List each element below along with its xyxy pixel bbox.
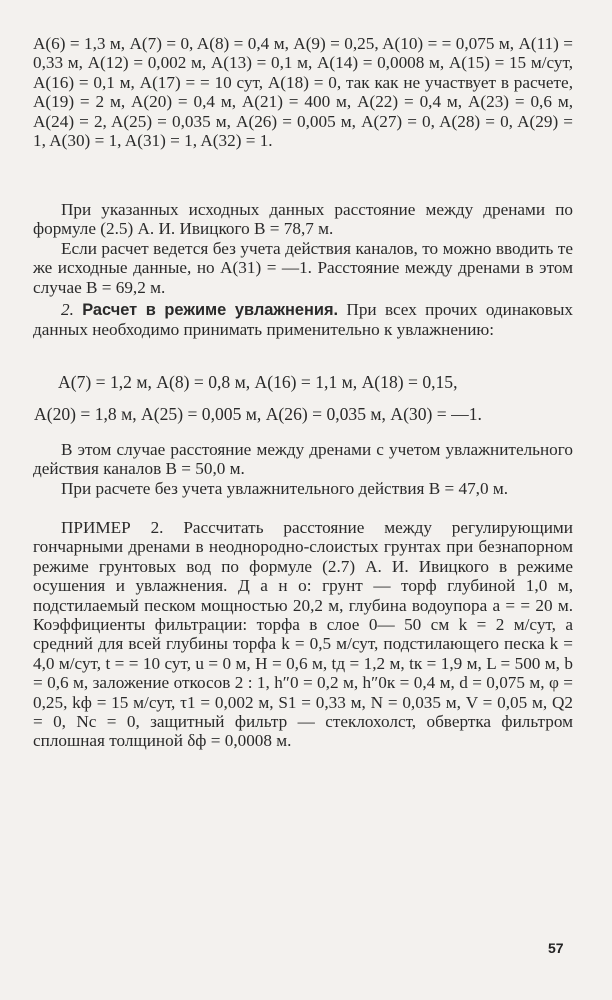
drain-distance-paragraph xyxy=(33,200,573,239)
parameter-list-text: A(6) = 1,3 м, A(7) = 0, A(8) = 0,4 м, A(9) = 0,25, A(10) = = 0,075 м, A(11) = 0,33 м, A(12) = 0,002 м, A(13) = 0,1 м, A(14) = 0,0008 м, A(15) = 15 м/сут, A(16) = 0,1 м, A(17) = = 10 сут, A(18) = 0, так как не участвует в расчете, A(19) = 2 м, A(20) = 0,4 м, A(21) = 400 м, A(22) = 0,4 м, A(23) = 0,6 м, A(24) = 2, A(25) = 0,035 м, A(26) = 0,005 м, A(27) = 0, A(28) = 0, A(29) = 1, A(30) = 1, A(31) = 1, A(32) = 1. xyxy=(33,34,573,151)
drain-distance-text: При указанных исходных данных расстояние между дренами по формуле (2.5) А. И. Ивицкого В = 78,7 м. xyxy=(33,200,573,239)
section-2-text: При всех прочих одинаковых данных необходимо принимать применительно к увлажнению: xyxy=(33,300,574,340)
page-number: 57 xyxy=(548,940,564,956)
formula-line-2: A(20) = 1,8 м, A(25) = 0,005 м, A(26) = 0,035 м, A(30) = —1. xyxy=(34,404,482,424)
humid-result-text: В этом случае расстояние между дренами с учетом увлажнительного действия каналов B = 50,0 м. xyxy=(33,440,573,479)
section-2-paragraph xyxy=(33,300,573,340)
parameter-list-block xyxy=(33,34,573,150)
no-channels-text: Если расчет ведется без учета действия каналов, то можно вводить те же исходные данные, но A(31) = —1. Расстояние между дренами в этом случае В = 69,2 м. xyxy=(33,239,573,297)
example-2-text: ПРИМЕР 2. Рассчитать расстояние между регулирующими гончарными дренами в неоднородно-слоистых грунтах при безнапорном режиме грунтовых вод по формуле (2.7) А. И. Ивицкого в режиме осушения и увлажнения. Д а н о: грунт — торф глубиной 1,0 м, подстилаемый песком мощностью 20,2 м, глубина водоупора a = = 20 м. Коэффициенты фильтрации: торфа в слое 0— 50 см k = 2 м/сут, а средний для всей глубины торфа k = 0,5 м/сут, подстилающего песка k = 4,0 м/сут, t = = 10 сут, u = 0 м, H = 0,6 м, tд = 1,2 м, tк = 1,9 м, L = 500 м, b = 0,6 м, заложение откосов 2 : 1, h″0 = 0,2 м, h″0к = 0,4 м, d = 0,075 м, φ = 0,25, kф = 15 м/сут, τ1 = 0,002 м, S1 = 0,33 м, N = 0,035 м, V = 0,05 м, Q2 = 0, Nc = 0, защитный фильтр — стеклохолст, обвертка фильтром сплошная толщиной δф = 0,0008 м. xyxy=(33,518,573,751)
humid-no-channels-text: При расчете без учета увлажнительного действия B = 47,0 м. xyxy=(61,479,509,498)
example-2-paragraph xyxy=(33,518,573,751)
section-2-title: Расчет в режиме увлажнения. xyxy=(82,301,339,319)
section-2-body xyxy=(33,300,573,340)
humid-no-channels-paragraph xyxy=(33,479,573,498)
humid-result-paragraph xyxy=(33,440,573,479)
formula-line-1: A(7) = 1,2 м, A(8) = 0,8 м, A(16) = 1,1 м, A(18) = 0,15, xyxy=(58,372,458,392)
section-2-number: 2. xyxy=(61,300,74,319)
no-channels-paragraph xyxy=(33,239,573,297)
